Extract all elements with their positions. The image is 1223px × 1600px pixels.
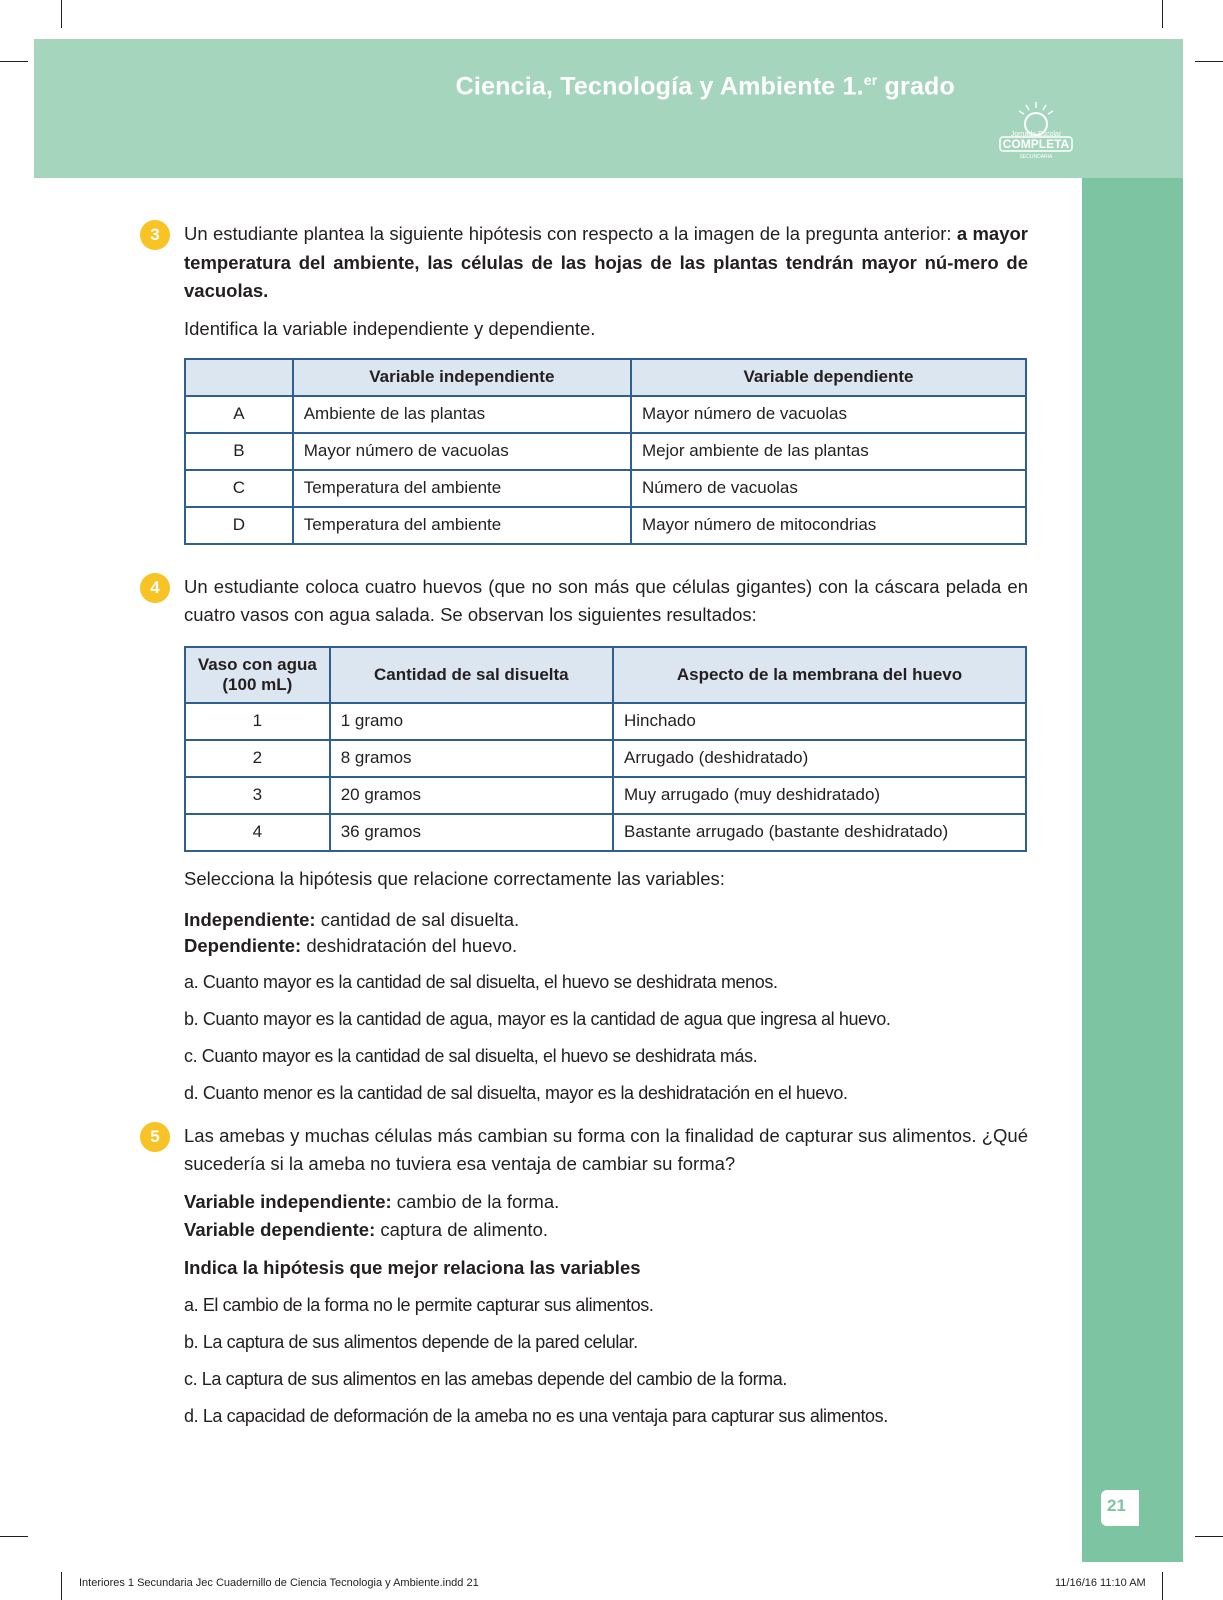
logo-main-text: COMPLETA <box>1002 137 1070 151</box>
table-row <box>185 703 1026 740</box>
table-cell: Bastante arrugado (bastante deshidratado) <box>613 814 1026 851</box>
page-content <box>150 220 1028 1429</box>
page-title: Ciencia, Tecnología y Ambiente 1.$^{er}$ grado <box>455 72 955 101</box>
table-cell: 36 gramos <box>330 814 613 851</box>
option-a[interactable]: a. El cambio de la forma no le permite capturar sus alimentos. <box>184 1294 654 1315</box>
independent-variable: Variable independiente: cambio de la forma. <box>184 1190 560 1212</box>
table-cell: Arrugado (deshidratado) <box>613 740 1026 777</box>
table-row <box>185 740 1026 777</box>
option-d[interactable]: d. La capacidad de deformación de la ameba no es una ventaja para capturar sus alimentos. <box>184 1405 888 1426</box>
question-instruction: Selecciona la hipótesis que relacione correctamente las variables: <box>184 867 725 889</box>
question-5 <box>150 1122 1028 1429</box>
question-instruction: Indica la hipótesis que mejor relaciona las variables <box>184 1256 641 1278</box>
option-b[interactable]: b. La captura de sus alimentos depende de la pared celular. <box>184 1331 638 1352</box>
crop-mark <box>1162 0 1163 28</box>
question-text: Un estudiante coloca cuatro huevos (que no son más que células gigantes) con la cáscara pelada en cuatro vasos con agua salada. Se observan los siguientes resultados: <box>184 575 1028 625</box>
crop-mark <box>0 61 28 62</box>
question-instruction: Identifica la variable independiente y dependiente. <box>184 317 596 339</box>
question-number-badge: 5 <box>140 1122 170 1152</box>
table-cell: 2 <box>185 740 330 777</box>
footer-file-info: Interiores 1 Secundaria Jec Cuadernillo de Ciencia Tecnologia y Ambiente.indd 21 <box>79 1577 479 1589</box>
table-header-row <box>185 359 1026 396</box>
crop-mark <box>1195 61 1223 62</box>
table-header-cell <box>185 359 293 396</box>
crop-mark <box>1195 1536 1223 1537</box>
table-row <box>185 777 1026 814</box>
side-band <box>1082 178 1183 1562</box>
question-4 <box>150 573 1028 1106</box>
table-cell: B <box>185 433 293 470</box>
table-header-cell: Vaso con agua (100 mL) <box>185 647 330 703</box>
option-c[interactable]: c. La captura de sus alimentos en las amebas depende del cambio de la forma. <box>184 1368 787 1389</box>
table-header-cell: Cantidad de sal disuelta <box>330 647 613 703</box>
question-3 <box>150 220 1028 545</box>
crop-mark <box>61 1572 62 1600</box>
variables-table <box>184 358 1027 545</box>
question-number-badge: 4 <box>140 573 170 603</box>
table-cell: Mayor número de mitocondrias <box>631 507 1026 544</box>
table-cell: Temperatura del ambiente <box>293 470 631 507</box>
table-cell: Número de vacuolas <box>631 470 1026 507</box>
table-cell: C <box>185 470 293 507</box>
table-cell: 4 <box>185 814 330 851</box>
question-text: Un estudiante plantea la siguiente hipótesis con respecto a la imagen de la pregunta anterior: a mayor temperatura del ambiente, las células de las hojas de las plantas tendrán mayor nú-mero de vacuolas. <box>184 223 1028 301</box>
table-cell: Hinchado <box>613 703 1026 740</box>
jornada-escolar-logo <box>996 100 1076 160</box>
table-cell: 3 <box>185 777 330 814</box>
table-row <box>185 396 1026 433</box>
table-cell: Temperatura del ambiente <box>293 507 631 544</box>
dependent-variable: Variable dependiente: captura de alimento. <box>184 1218 549 1240</box>
table-header-cell: Variable independiente <box>293 359 631 396</box>
table-header-row <box>185 647 1026 703</box>
independent-variable: Independiente: cantidad de sal disuelta. <box>184 908 520 930</box>
eggs-results-table <box>184 646 1027 852</box>
option-d[interactable]: d. Cuanto menor es la cantidad de sal disuelta, mayor es la deshidratación en el huevo. <box>184 1082 848 1103</box>
option-b[interactable]: b. Cuanto mayor es la cantidad de agua, mayor es la cantidad de agua que ingresa al huevo. <box>184 1008 891 1029</box>
table-cell: Ambiente de las plantas <box>293 396 631 433</box>
crop-mark <box>61 0 62 28</box>
logo-top-text: Jornada Escolar <box>1010 131 1062 138</box>
crop-mark <box>1162 1572 1163 1600</box>
table-cell: D <box>185 507 293 544</box>
table-row <box>185 814 1026 851</box>
option-a[interactable]: a. Cuanto mayor es la cantidad de sal disuelta, el huevo se deshidrata menos. <box>184 971 778 992</box>
table-cell: Mayor número de vacuolas <box>293 433 631 470</box>
table-cell: A <box>185 396 293 433</box>
table-cell: 1 gramo <box>330 703 613 740</box>
table-cell: 1 <box>185 703 330 740</box>
table-header-cell: Aspecto de la membrana del huevo <box>613 647 1026 703</box>
table-header-cell: Variable dependiente <box>631 359 1026 396</box>
dependent-variable: Dependiente: deshidratación del huevo. <box>184 934 518 956</box>
table-cell: 20 gramos <box>330 777 613 814</box>
table-cell: Muy arrugado (muy deshidratado) <box>613 777 1026 814</box>
table-row <box>185 470 1026 507</box>
logo-sub-text: SECUNDARIA <box>1019 154 1053 160</box>
table-cell: Mejor ambiente de las plantas <box>631 433 1026 470</box>
table-cell: 8 gramos <box>330 740 613 777</box>
page-number: 21 <box>1107 1496 1126 1515</box>
table-row <box>185 507 1026 544</box>
crop-mark <box>0 1536 28 1537</box>
question-number-badge: 3 <box>140 220 170 250</box>
question-text: Las amebas y muchas células más cambian su forma con la finalidad de capturar sus alimentos. ¿Qué sucedería si la ameba no tuviera esa ventaja de cambiar su forma? <box>184 1124 1028 1174</box>
table-cell: Mayor número de vacuolas <box>631 396 1026 433</box>
option-c[interactable]: c. Cuanto mayor es la cantidad de sal disuelta, el huevo se deshidrata más. <box>184 1045 758 1066</box>
footer-timestamp: 11/16/16 11:10 AM <box>1055 1577 1146 1589</box>
table-row <box>185 433 1026 470</box>
